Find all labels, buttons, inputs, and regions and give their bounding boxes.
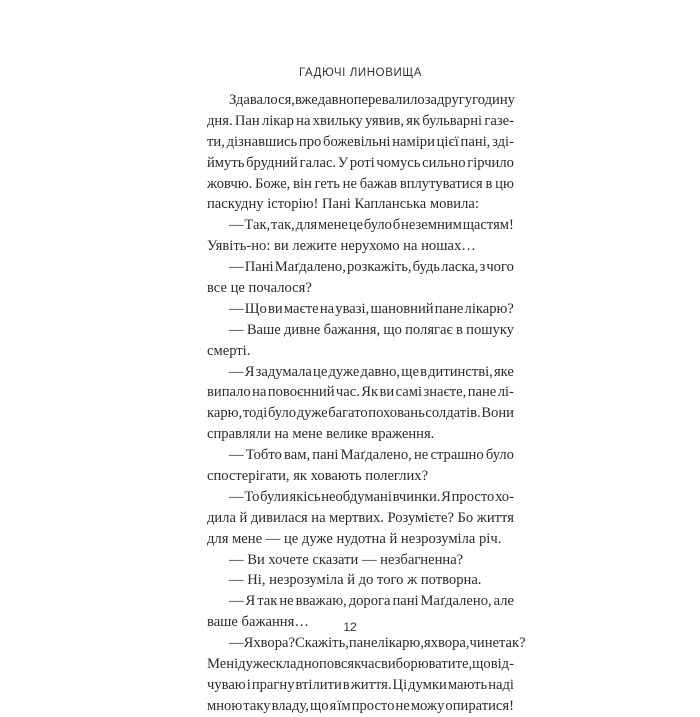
text-line: Здавалося, вже давно перевалило за другу годину — [229, 92, 515, 108]
page-number: 12 — [343, 620, 357, 634]
text-line: жовчю. Боже, він геть не бажав вплутуватися в цю — [207, 175, 514, 192]
text-line: справляли на мене велике враження. — [207, 426, 435, 443]
text-line: Уявіть-но: ви лежите нерухомо на ношах… — [207, 238, 476, 255]
text-line: ймуть брудний галас. У роті чомусь сильно гірчило — [207, 154, 514, 171]
text-line: — То були якісь необдумані вчинки. Я просто хо- — [229, 488, 514, 505]
text-line: для мене — це дуже нудотна й незрозуміла річ. — [207, 530, 502, 547]
running-head: ГАДЮЧІ ЛИНОВИЩА — [298, 67, 423, 79]
text-line: — Ви хочете сказати — незбагненна? — [229, 551, 464, 568]
text-line: мною таку владу, що я їм просто не можу опиратися! — [207, 697, 514, 714]
text-line: — Що ви маєте на увазі, шановний пане лікарю? — [229, 300, 514, 317]
text-line: дила й дивилася на мертвих. Розумієте? Бо життя — [207, 509, 514, 526]
text-line: Мені дуже складно повсякчас виборювати те, що від- — [207, 656, 514, 673]
text-line: все це почалося? — [207, 280, 312, 297]
text-line: — Я хвора? Скажіть, пане лікарю, я хвора, чи не так? — [229, 635, 526, 652]
text-line: дня. Пан лікар на хвильку уявив, як бульварні газе- — [207, 112, 514, 129]
text-line: — Я так не вважаю, дорога пані Маґдалено, але — [229, 593, 514, 610]
text-line: — Тобто вам, пані Маґдалено, не страшно було — [229, 447, 514, 464]
text-line: — Ні, незрозуміла й до того ж потворна. — [229, 572, 482, 589]
text-line: смерті. — [207, 342, 251, 359]
text-line: — Пані Маґдалено, розкажіть, будь ласка, з чого — [229, 259, 514, 276]
text-line: паскудну історію! Пані Капланська мовила: — [207, 196, 479, 213]
text-line: карю, тоді було дуже багато поховань солдатів. Вони — [207, 405, 514, 422]
text-line: чуваю і прагну втілити в життя. Ці думки мають наді — [207, 676, 514, 693]
text-line: ти, дізнавшись про божевільні наміри цієї пані, зді- — [207, 133, 514, 150]
text-line: — Я задумала це дуже давно, ще в дитинстві, яке — [229, 363, 514, 380]
text-line: спостерігати, як ховають полеглих? — [207, 468, 429, 485]
text-line: — Так, так, для мене це було б неземним щастям! — [229, 217, 514, 234]
text-line: випало на повоєнний час. Як ви самі знаєте, пане лі- — [207, 384, 514, 401]
text-line: — Ваше дивне бажання, що полягає в пошуку — [229, 321, 514, 338]
text-block — [207, 62, 526, 717]
text-line: ваше бажання… — [207, 614, 309, 631]
